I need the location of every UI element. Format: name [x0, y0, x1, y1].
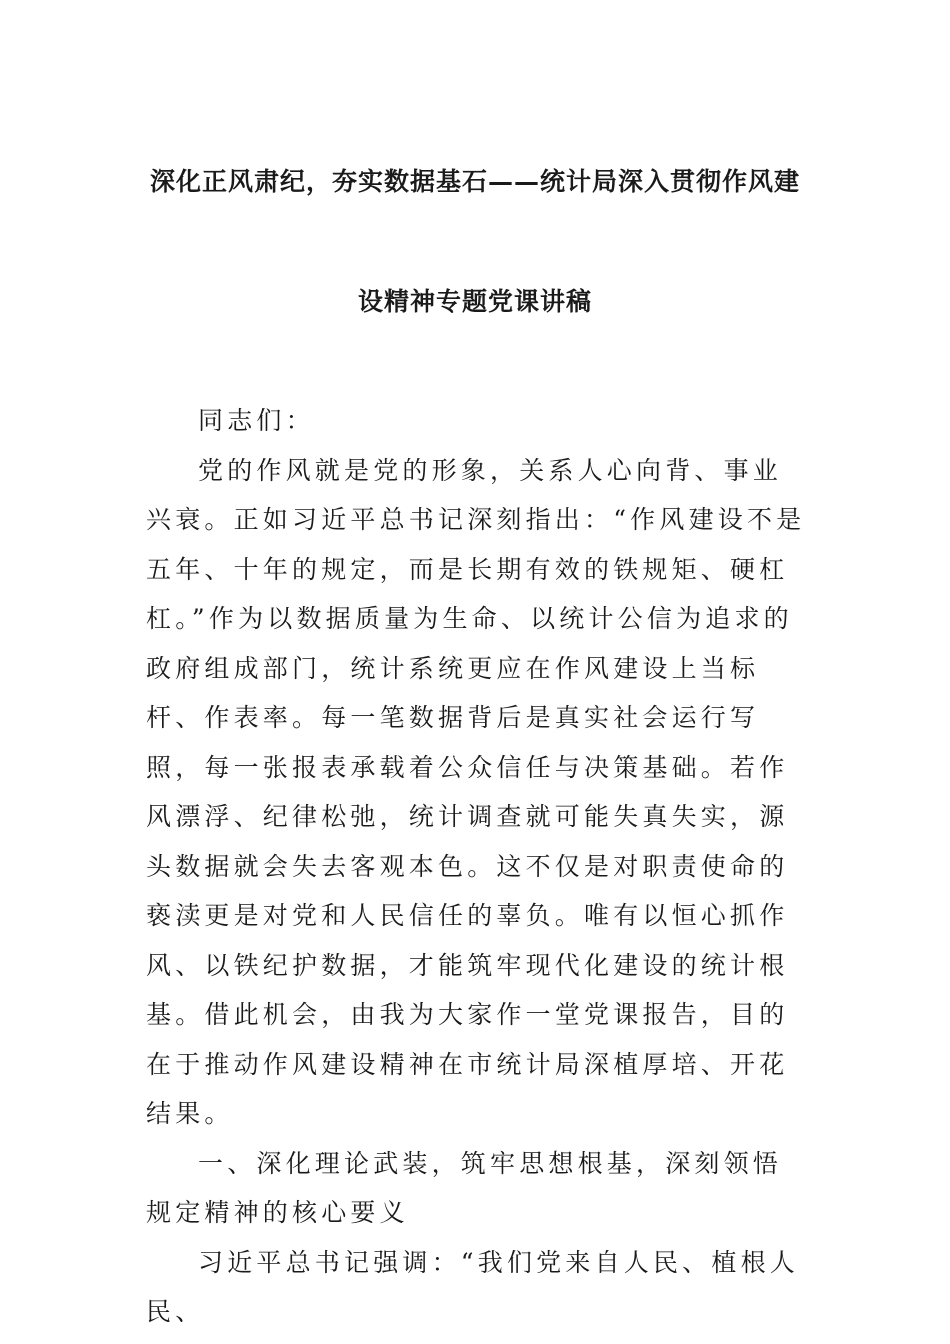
document-title-line-1: 深化正风肃纪，夯实数据基石——统计局深入贯彻作风建: [149, 167, 800, 196]
greeting: 同志们：: [198, 406, 315, 435]
paragraph-intro: 党的作风就是党的形象，关系人心向背、事业兴衰。正如习近平总书记深刻指出：“作风建设不是五年、十年的规定，而是长期有效的铁规矩、硬杠杠。”作为以数据质量为生命、以统计公信为追求的政府组成部门，统计系统更应在作风建设上当标杆、作表率。每一笔数据背后是真实社会运行写照，每一张报表承载着公众信任与决策基础。若作风漂浮、纪律松弛，统计调查就可能失真失实，源头数据就会失去客观本色。这不仅是对职责使命的亵渎更是对党和人民信任的辜负。唯有以恒心抓作风、以铁纪护数据，才能筑牢现代化建设的统计根基。借此机会，由我为大家作一堂党课报告，目的在于推动作风建设精神在市统计局深植厚培、开花结果。: [146, 455, 806, 1128]
section-heading-1: 一、深化理论武装，筑牢思想根基，深刻领悟规定精神的核心要义: [146, 1148, 783, 1227]
document-body: [146, 396, 806, 1337]
paragraph-section-1: 习近平总书记强调：“我们党来自人民、植根人民、: [146, 1247, 799, 1326]
document-title-line-2: 设精神专题党课讲稿: [357, 287, 592, 316]
